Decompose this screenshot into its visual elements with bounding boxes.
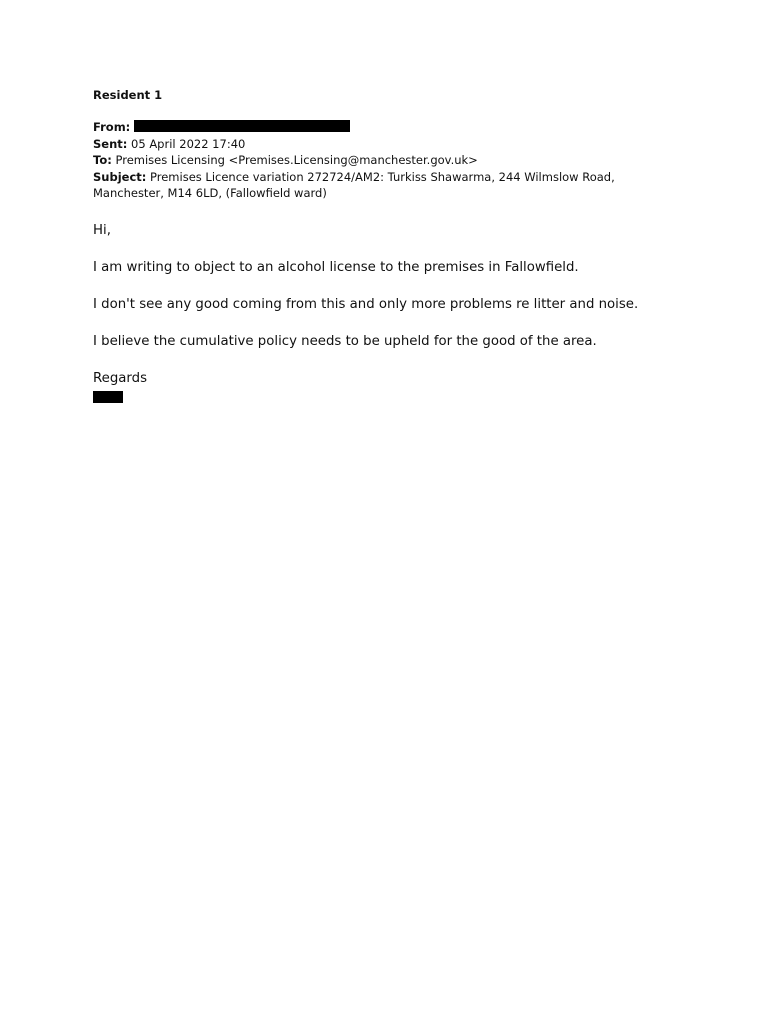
to-label: To: bbox=[93, 153, 112, 167]
subject-label: Subject: bbox=[93, 169, 147, 184]
sent-line bbox=[93, 136, 713, 153]
body-paragraph: I believe the cumulative policy needs to be upheld for the good of the area. bbox=[93, 333, 597, 349]
sent-value: 05 April 2022 17:40 bbox=[131, 136, 246, 151]
from-redaction-bar bbox=[134, 120, 350, 132]
from-label: From: bbox=[93, 120, 131, 134]
signature-redaction-bar bbox=[93, 391, 123, 403]
email-document bbox=[93, 87, 713, 403]
to-line bbox=[93, 152, 713, 169]
subject-value-line1: Premises Licence variation 272724/AM2: Turkiss Shawarma, 244 Wilmslow Road, bbox=[150, 169, 615, 184]
sent-label: Sent: bbox=[93, 136, 128, 151]
greeting: Hi, bbox=[93, 222, 111, 238]
email-header bbox=[93, 119, 713, 202]
sign-off: Regards bbox=[93, 370, 148, 386]
to-value: Premises Licensing <Premises.Licensing@manchester.gov.uk> bbox=[115, 153, 478, 167]
subject-line bbox=[93, 169, 713, 186]
from-line bbox=[93, 119, 713, 136]
email-body bbox=[93, 222, 713, 403]
body-paragraph: I am writing to object to an alcohol license to the premises in Fallowfield. bbox=[93, 259, 579, 275]
subject-value-line2: Manchester, M14 6LD, (Fallowfield ward) bbox=[93, 186, 327, 200]
document-title: Resident 1 bbox=[93, 88, 163, 102]
body-paragraph: I don't see any good coming from this and only more problems re litter and noise. bbox=[93, 296, 639, 312]
